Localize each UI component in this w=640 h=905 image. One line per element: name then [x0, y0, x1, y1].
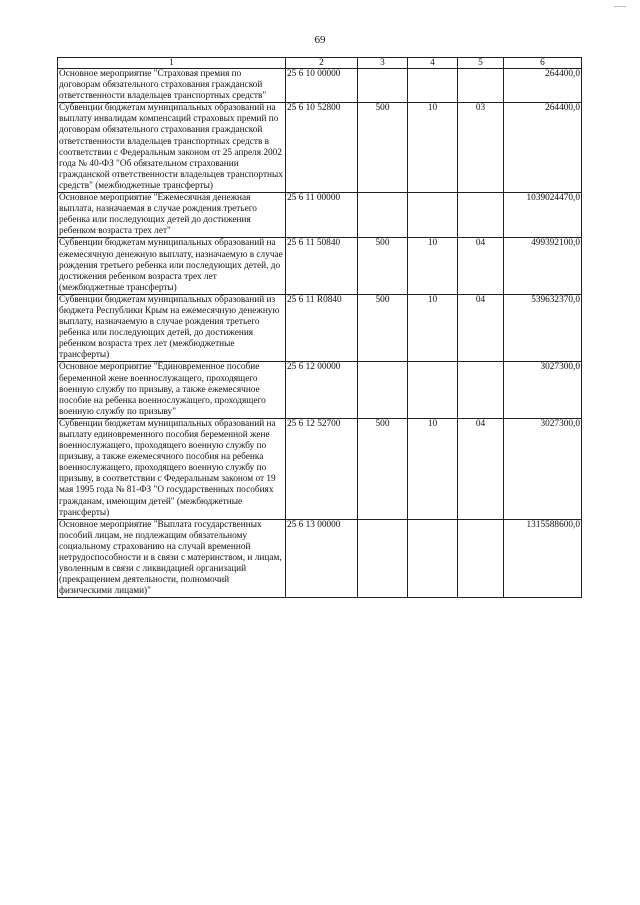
column-header-1: 1 — [58, 58, 286, 69]
row-vr: 500 — [358, 238, 408, 294]
row-pr: 04 — [458, 418, 504, 519]
table-row — [58, 418, 582, 519]
row-pr: 04 — [458, 294, 504, 362]
row-sum: 1039024470,0 — [504, 193, 582, 238]
row-code: 25 6 12 52700 — [286, 418, 358, 519]
row-vr — [358, 362, 408, 418]
row-name: Основное мероприятие "Единовременное пособие беременной жене военнослужащего, проходящего военную службу по призыву, а также ежемесячное пособие на ребенка военнослужащего, проходящего военную службу по призыву" — [58, 362, 286, 418]
table-row — [58, 193, 582, 238]
table-row — [58, 103, 582, 193]
row-rz — [408, 519, 458, 598]
row-sum: 264400,0 — [504, 69, 582, 103]
scan-corner-mark — [614, 6, 626, 7]
row-pr: 04 — [458, 238, 504, 294]
row-rz: 10 — [408, 103, 458, 193]
row-name: Субвенции бюджетам муниципальных образований на выплату инвалидам компенсаций страховых премий по договорам обязательного страхования гражданской ответственности владельцев транспортных средств в соответствии с Федеральным законом от 25 апреля 2002 года № 40-ФЗ "Об обязательном страховании гражданской ответственности владельцев транспортных средств" (межбюджетные трансферты) — [58, 103, 286, 193]
table-row — [58, 519, 582, 598]
row-name: Субвенции бюджетам муниципальных образований на ежемесячную денежную выплату, назначаемую в случае рождения третьего ребенка или последующих детей, до достижения ребенком возраста трех лет (межбюджетные трансферты) — [58, 238, 286, 294]
row-vr — [358, 69, 408, 103]
row-name: Основное мероприятие "Страховая премия по договорам обязательного страхования гражданской ответственности владельцев транспортных средств" — [58, 69, 286, 103]
row-code: 25 6 12 00000 — [286, 362, 358, 418]
row-vr: 500 — [358, 103, 408, 193]
row-code: 25 6 13 00000 — [286, 519, 358, 598]
column-header-2: 2 — [286, 58, 358, 69]
row-vr: 500 — [358, 294, 408, 362]
row-pr — [458, 519, 504, 598]
row-pr: 03 — [458, 103, 504, 193]
row-sum: 539632370,0 — [504, 294, 582, 362]
column-header-3: 3 — [358, 58, 408, 69]
row-rz: 10 — [408, 418, 458, 519]
column-header-5: 5 — [458, 58, 504, 69]
row-code: 25 6 11 50840 — [286, 238, 358, 294]
page-number: 69 — [314, 34, 326, 46]
table-row — [58, 294, 582, 362]
column-header-4: 4 — [408, 58, 458, 69]
row-pr — [458, 193, 504, 238]
row-pr — [458, 362, 504, 418]
row-sum: 264400,0 — [504, 103, 582, 193]
row-rz — [408, 69, 458, 103]
row-name: Субвенции бюджетам муниципальных образований из бюджета Республики Крым на ежемесячную денежную выплату, назначаемую в случае рождения третьего ребенка или последующих детей, до достижения ребенком возраста трех лет (межбюджетные трансферты) — [58, 294, 286, 362]
row-rz — [408, 362, 458, 418]
row-sum: 1315588600,0 — [504, 519, 582, 598]
row-rz: 10 — [408, 294, 458, 362]
column-header-6: 6 — [504, 58, 582, 69]
row-vr: 500 — [358, 418, 408, 519]
row-sum: 3027300,0 — [504, 362, 582, 418]
budget-table — [57, 57, 582, 598]
row-code: 25 6 10 52800 — [286, 103, 358, 193]
header-row — [58, 58, 582, 69]
row-name: Основное мероприятие "Ежемесячная денежная выплата, назначаемая в случае рождения третьего ребенка или последующих детей до достижения ребенком возраста трех лет" — [58, 193, 286, 238]
row-pr — [458, 69, 504, 103]
row-sum: 499392100,0 — [504, 238, 582, 294]
row-code: 25 6 10 00000 — [286, 69, 358, 103]
row-code: 25 6 11 00000 — [286, 193, 358, 238]
row-rz — [408, 193, 458, 238]
row-vr — [358, 519, 408, 598]
table-row — [58, 238, 582, 294]
row-rz: 10 — [408, 238, 458, 294]
row-vr — [358, 193, 408, 238]
table-row — [58, 362, 582, 418]
row-sum: 3027300,0 — [504, 418, 582, 519]
table-row — [58, 69, 582, 103]
row-code: 25 6 11 R0840 — [286, 294, 358, 362]
row-name: Основное мероприятие "Выплата государственных пособий лицам, не подлежащим обязательному социальному страхованию на случай временной нетрудоспособности и в связи с материнством, и лицам, уволенным в связи с ликвидацией организаций (прекращением деятельности, полномочий физическими лицами)" — [58, 519, 286, 598]
row-name: Субвенции бюджетам муниципальных образований на выплату единовременного пособия беременной жене военнослужащего, проходящего военную службу по призыву, а также ежемесячного пособия на ребенка военнослужащего, проходящего военную службу по призыву, в соответствии с Федеральным законом от 19 мая 1995 года № 81-ФЗ "О государственных пособиях гражданам, имеющим детей" (межбюджетные трансферты) — [58, 418, 286, 519]
